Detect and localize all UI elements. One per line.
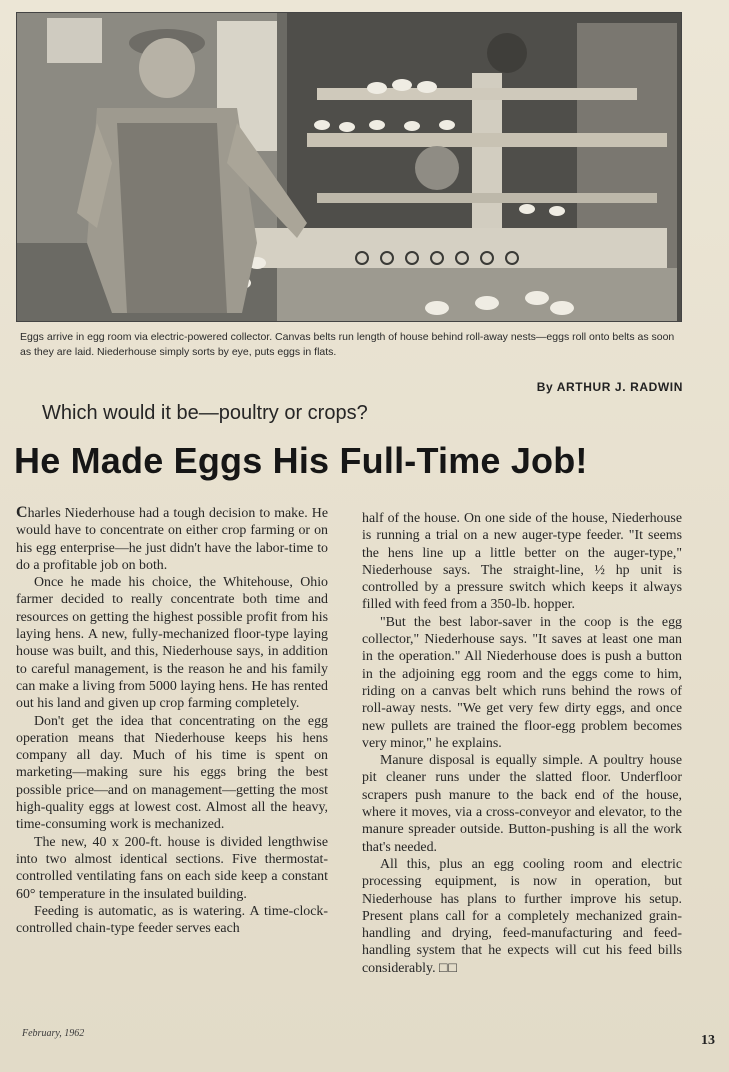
article-paragraph: Feeding is automatic, as is watering. A time-clock-controlled chain-type feeder serves each <box>16 903 328 937</box>
article-column-left <box>16 504 328 937</box>
page-number: 13 <box>701 1033 715 1048</box>
paragraph-text: harles Niederhouse had a tough decision to make. He would have to concentrate on either crop farming or on his egg enterprise—he just didn't have the labor-time to do a profitable job on both. <box>16 506 328 573</box>
drop-cap: C <box>16 504 28 521</box>
article-paragraph: Manure disposal is equally simple. A poultry house pit cleaner runs under the slatted floor. Underfloor scrapers push manure to the back end of the house, where it moves, via a cross-conveyor and elevator, to the manure spreader outside. Button-pushing is all the work that's needed. <box>362 753 682 855</box>
photo-illustration <box>17 13 681 321</box>
article-paragraph: Don't get the idea that concentrating on the egg operation means that Niederhouse keeps his hens company all day. Much of his time is spent on marketing—making sure his eggs bring the best possible price—and on management—getting the most high-quality eggs at lowest cost. Almost all the heavy, time-consuming work is mechanized. <box>16 713 328 833</box>
issue-date: February, 1962 <box>22 1028 85 1039</box>
article-paragraph: half of the house. On one side of the house, Niederhouse is running a trial on a new auger-type feeder. "It seems the hens line up a little better on the auger-type," Niederhouse says. The straight-line, ½ hp unit is controlled by a pressure switch which keeps it always filled with feed from a 350-lb. hopper. <box>362 511 682 613</box>
article-kicker: Which would it be—poultry or crops? <box>42 402 368 424</box>
article-column-right <box>362 510 682 977</box>
article-headline: He Made Eggs His Full-Time Job! <box>14 440 588 481</box>
paragraph-text: All this, plus an egg cooling room and electric processing equipment, is now in operation, but Niederhouse has plans to further improve his setup. Present plans call for a completely mechanized grain-handling and drying, feed-manufacturing and feed-handling system that he expects will cut his feed bills considerably. <box>362 856 682 976</box>
article-paragraph <box>16 504 328 574</box>
article-paragraph: The new, 40 x 200-ft. house is divided lengthwise into two almost identical sections. Five thermostat-controlled ventilating fans on each side keep a constant 60° temperature in the insulated building. <box>16 834 328 902</box>
byline: By ARTHUR J. RADWIN <box>536 380 683 394</box>
end-mark: □□ <box>439 960 458 976</box>
article-paragraph: Once he made his choice, the Whitehouse, Ohio farmer decided to really concentrate both time and resources on getting the highest possible profit from his laying hens. A new, fully-mechanized floor-type laying house was built, and this, Niederhouse says, in addition to careful management, is the reason he and his family can make a living from 5000 laying hens. He has rented out his land and given up crop farming completely. <box>16 575 328 712</box>
article-paragraph: "But the best labor-saver in the coop is the egg collector," Niederhouse says. "It saves at least one man in the operation." All Niederhouse does is push a button in the adjoining egg room and the eggs come to him, riding on a canvas belt which runs behind the rows of roll-away nests. "We get very few dirty eggs, and once new pullets are trained the floor-egg problem becomes very minor," he explains. <box>362 614 682 751</box>
photo-caption: Eggs arrive in egg room via electric-powered collector. Canvas belts run length of house behind roll-away nests—eggs roll onto belts as soon as they are laid. Niederhouse simply sorts by eye, puts eggs in flats. <box>20 331 675 358</box>
egg-room-photo <box>16 12 682 322</box>
article-paragraph <box>362 856 682 977</box>
